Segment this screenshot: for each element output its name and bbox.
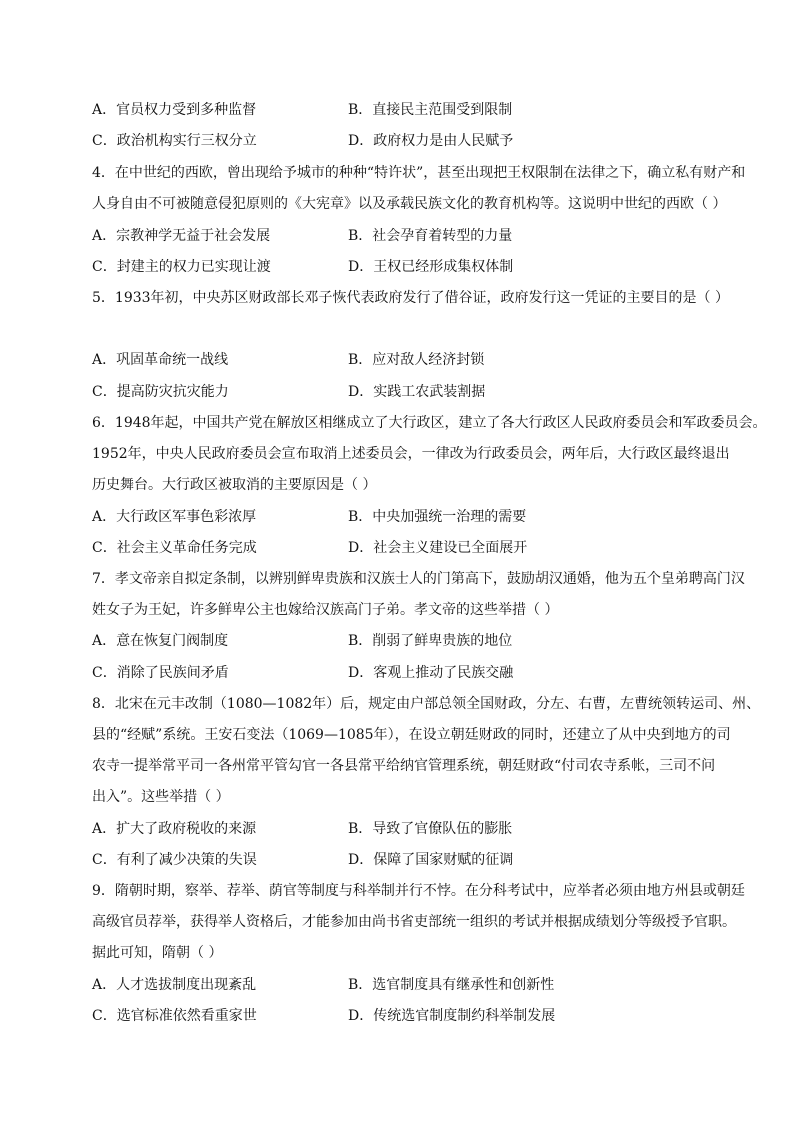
q4-option-b: B．社会孕育着转型的力量 (348, 228, 513, 244)
q8-option-c: C．有利了减少决策的失误 (92, 852, 257, 868)
q7-option-c: C．消除了民族间矛盾 (92, 665, 229, 681)
q6-option-a: A．大行政区军事色彩浓厚 (92, 509, 257, 525)
q9-option-a: A．人才选拔制度出现紊乱 (92, 977, 257, 993)
q7-option-a: A．意在恢复门阀制度 (92, 633, 229, 649)
q5-option-d: D．实践工农武装割据 (348, 384, 486, 400)
q6-stem-line-3: 历史舞台。大行政区被取消的主要原因是（ ） (92, 477, 377, 493)
q8-stem-line-1: 8．北宋在元丰改制（1080—1082年）后，规定由户部总领全国财政，分左、右曹，左曹统领转运司、州、 (92, 696, 761, 712)
q9-stem-line-2: 高级官员荐举，获得举人资格后，才能参加由尚书省吏部统一组织的考试并根据成绩划分等级授予官职。 (92, 914, 736, 930)
q5-option-a: A．巩固革命统一战线 (92, 352, 229, 368)
q3-option-b: B．直接民主范围受到限制 (348, 102, 513, 118)
q4-stem-line-1: 4．在中世纪的西欧，曾出现给予城市的种种“特许状”，甚至出现把王权限制在法律之下，确立私有财产和 (92, 165, 746, 181)
q8-stem-line-2: 县的“经赋”系统。王安石变法（1069—1085年），在设立朝廷财政的同时，还建立了从中央到地方的司 (92, 727, 731, 743)
q3-option-c: C．政治机构实行三权分立 (92, 133, 257, 149)
q4-option-a: A．宗教神学无益于社会发展 (92, 228, 271, 244)
q6-option-d: D．社会主义建设已全面展开 (348, 540, 528, 556)
q3-option-a: A．官员权力受到多种监督 (92, 102, 257, 118)
q9-stem-line-1: 9．隋朝时期，察举、荐举、荫官等制度与科举制并行不悖。在分科考试中，应举者必须由地方州县或朝廷 (92, 883, 745, 899)
q8-stem-line-3: 农寺一提举常平司一各州常平管勾官一各县常平给纳官管理系统，朝廷财政“付司农寺系帐，三司不问 (92, 758, 716, 774)
q7-option-d: D．客观上推动了民族交融 (348, 665, 514, 681)
q3-option-d: D．政府权力是由人民赋予 (348, 133, 514, 149)
q7-option-b: B．削弱了鲜卑贵族的地位 (348, 633, 513, 649)
q9-option-d: D．传统选官制度制约科举制发展 (348, 1008, 556, 1024)
q5-option-b: B．应对敌人经济封锁 (348, 352, 485, 368)
q6-option-c: C．社会主义革命任务完成 (92, 540, 257, 556)
q6-stem-line-1: 6．1948年起，中国共产党在解放区相继成立了大行政区，建立了各大行政区人民政府委员会和军政委员会。 (92, 415, 767, 431)
q5-stem-line-1: 5．1933年初，中央苏区财政部长邓子恢代表政府发行了借谷证，政府发行这一凭证的主要目的是（ ） (92, 290, 729, 306)
q8-option-d: D．保障了国家财赋的征调 (348, 852, 514, 868)
q7-stem-line-2: 姓女子为王妃，许多鲜卑公主也嫁给汉族高门子弟。孝文帝的这些举措（ ） (92, 602, 559, 618)
q6-option-b: B．中央加强统一治理的需要 (348, 509, 527, 525)
q9-option-b: B．选官制度具有继承性和创新性 (348, 977, 555, 993)
q6-stem-line-2: 1952年，中央人民政府委员会宣布取消上述委员会，一律改为行政委员会，两年后，大行政区最终退出 (92, 446, 730, 462)
q4-stem-line-2: 人身自由不可被随意侵犯原则的《大宪章》以及承载民族文化的教育机构等。这说明中世纪的西欧（ ） (92, 196, 727, 212)
q4-option-c: C．封建主的权力已实现让渡 (92, 259, 271, 275)
q8-stem-line-4: 出入”。这些举措（ ） (92, 789, 230, 805)
q9-stem-line-3: 据此可知，隋朝（ ） (92, 945, 223, 961)
q7-stem-line-1: 7．孝文帝亲自拟定条制，以辨别鲜卑贵族和汉族士人的门第高下，鼓励胡汉通婚，他为五个皇弟聘高门汉 (92, 571, 745, 587)
q5-option-c: C．提高防灾抗灾能力 (92, 384, 229, 400)
q8-option-b: B．导致了官僚队伍的膨胀 (348, 821, 513, 837)
q8-option-a: A．扩大了政府税收的来源 (92, 821, 257, 837)
q4-option-d: D．王权已经形成集权体制 (348, 259, 514, 275)
q9-option-c: C．选官标准依然看重家世 (92, 1008, 257, 1024)
